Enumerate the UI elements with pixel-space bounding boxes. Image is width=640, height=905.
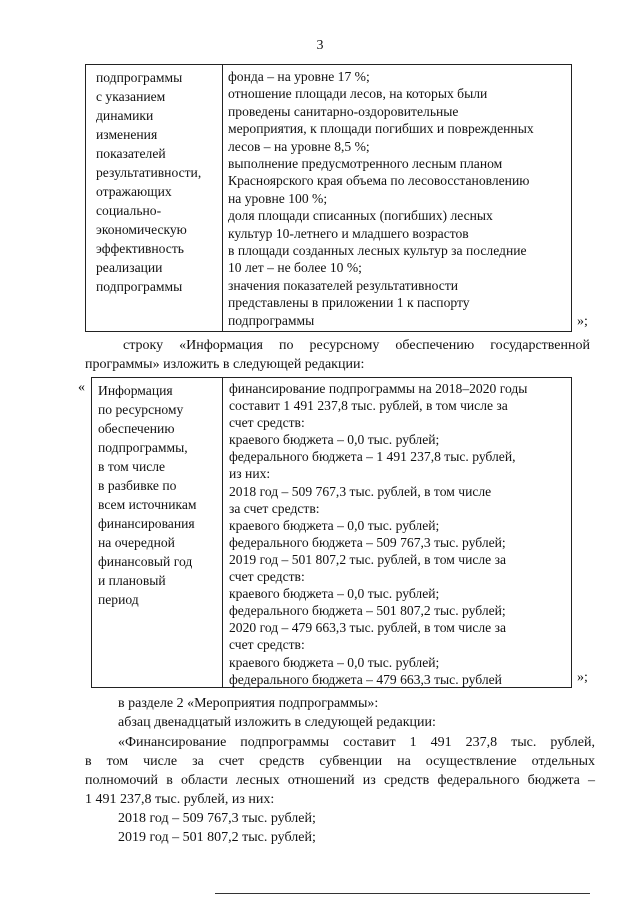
left-cell-line: подпрограммы — [96, 70, 183, 85]
paragraph-line: в том числе за счет средств субвенции на осуществление отдельных — [85, 754, 595, 769]
left-cell-line: обеспечению — [98, 421, 175, 436]
closing-quote-mark: »; — [577, 670, 588, 685]
right-cell-line: краевого бюджета – 0,0 тыс. рублей; — [229, 517, 440, 533]
left-cell-line: всем источникам — [98, 497, 197, 512]
right-cell-line: значения показателей результативности — [228, 277, 459, 293]
left-cell-line: с указанием — [96, 89, 166, 104]
right-cell-line: Красноярского края объема по лесовосстановлению — [228, 173, 530, 189]
right-cell-line: представлены в приложении 1 к паспорту — [228, 295, 470, 311]
right-cell-line: краевого бюджета – 0,0 тыс. рублей; — [229, 432, 440, 448]
table-column-divider — [222, 65, 223, 331]
right-cell-line: 2020 год – 479 663,3 тыс. рублей, в том числе за — [229, 620, 506, 636]
paragraph-line: полномочий в области лесных отношений из средств федерального бюджета – — [85, 773, 595, 788]
table-column-divider — [222, 378, 223, 687]
paragraph-line: программы» изложить в следующей редакции: — [85, 357, 365, 372]
left-cell-line: финансирования — [98, 516, 195, 531]
paragraph-line: 2019 год – 501 807,2 тыс. рублей; — [118, 830, 316, 845]
right-cell-line: 2018 год – 509 767,3 тыс. рублей, в том числе — [229, 483, 492, 499]
table-right-cell — [229, 380, 527, 688]
right-cell-line: федерального бюджета – 501 807,2 тыс. рублей; — [229, 603, 506, 619]
left-cell-line: подпрограммы — [96, 279, 183, 294]
table-left-cell — [96, 68, 201, 296]
left-cell-line: реализации — [96, 260, 163, 275]
right-cell-line: счет средств: — [229, 569, 305, 585]
table-right-cell — [228, 68, 534, 329]
financing-paragraph — [85, 733, 595, 790]
left-cell-line: изменения — [96, 127, 158, 142]
right-cell-line: федерального бюджета – 509 767,3 тыс. рублей; — [229, 534, 506, 550]
left-cell-line: в разбивке по — [98, 478, 177, 493]
left-cell-line: динамики — [96, 108, 154, 123]
closing-quote-mark: »; — [577, 314, 588, 329]
paragraph-line: абзац двенадцатый изложить в следующей редакции: — [118, 715, 436, 730]
right-cell-line: отношение площади лесов, на которых были — [228, 86, 488, 102]
paragraph-line: 2018 год – 509 767,3 тыс. рублей; — [118, 811, 316, 826]
right-cell-line: 2019 год – 501 807,2 тыс. рублей, в том числе за — [229, 551, 506, 567]
left-cell-line: эффективность — [96, 241, 184, 256]
right-cell-line: 10 лет – не более 10 %; — [228, 260, 362, 276]
indicators-table — [85, 64, 572, 332]
paragraph-line: строку «Информация по ресурсному обеспечению государственной — [123, 338, 590, 353]
page-number: 3 — [316, 38, 324, 53]
year-2018-line — [118, 809, 638, 828]
left-cell-line: Информация — [98, 383, 173, 398]
right-cell-line: выполнение предусмотренного лесным планом — [228, 156, 503, 172]
left-cell-line: результативности, — [96, 165, 202, 180]
resources-table — [91, 377, 572, 688]
right-cell-line: краевого бюджета – 0,0 тыс. рублей; — [229, 654, 440, 670]
right-cell-line: культур 10-летнего и младшего возрастов — [228, 225, 469, 241]
right-cell-line: мероприятия, к площади погибших и поврежденных — [228, 121, 534, 137]
right-cell-line: федерального бюджета – 1 491 237,8 тыс. рублей, — [229, 449, 516, 465]
section-2-line — [118, 694, 638, 713]
footer-rule — [215, 893, 590, 894]
paragraph-line: «Финансирование подпрограммы составит 1 491 237,8 тыс. рублей, — [118, 735, 595, 750]
right-cell-line: доля площади списанных (погибших) лесных — [228, 208, 493, 224]
left-cell-line: экономическую — [96, 222, 187, 237]
left-cell-line: финансовый год — [98, 554, 193, 569]
left-cell-line: на очередной — [98, 535, 175, 550]
left-cell-line: отражающих — [96, 184, 172, 199]
right-cell-line: лесов – на уровне 8,5 %; — [228, 138, 370, 154]
left-cell-line: социально- — [96, 203, 162, 218]
paragraph-line: 1 491 237,8 тыс. рублей, из них: — [85, 792, 275, 807]
left-cell-line: подпрограммы, — [98, 440, 188, 455]
financing-paragraph-end — [85, 790, 605, 809]
right-cell-line: за счет средств: — [229, 500, 320, 516]
intro-paragraph — [85, 336, 590, 355]
left-cell-line: и плановый — [98, 573, 166, 588]
right-cell-line: фонда – на уровне 17 %; — [228, 69, 370, 84]
left-cell-line: в том числе — [98, 459, 166, 474]
right-cell-line: на уровне 100 %; — [228, 190, 328, 206]
right-cell-line: составит 1 491 237,8 тыс. рублей, в том числе за — [229, 398, 508, 414]
right-cell-line: проведены санитарно-оздоровительные — [228, 103, 459, 119]
right-cell-line: подпрограммы — [228, 312, 315, 328]
right-cell-line: из них: — [229, 466, 271, 482]
intro-paragraph-cont — [85, 355, 605, 374]
opening-quote-mark: « — [78, 380, 85, 395]
right-cell-line: финансирование подпрограммы на 2018–2020 годы — [229, 381, 528, 396]
right-cell-line: счет средств: — [229, 637, 305, 653]
year-2019-line — [118, 828, 638, 847]
right-cell-line: в площади созданных лесных культур за последние — [228, 243, 527, 259]
left-cell-line: по ресурсному — [98, 402, 184, 417]
paragraph-12-line — [118, 713, 638, 732]
table-left-cell — [98, 381, 197, 609]
left-cell-line: период — [98, 592, 139, 607]
right-cell-line: краевого бюджета – 0,0 тыс. рублей; — [229, 586, 440, 602]
right-cell-line: счет средств: — [229, 415, 305, 431]
left-cell-line: показателей — [96, 146, 166, 161]
paragraph-line: в разделе 2 «Мероприятия подпрограммы»: — [118, 696, 379, 711]
right-cell-line: федерального бюджета – 479 663,3 тыс. рублей — [229, 671, 502, 687]
